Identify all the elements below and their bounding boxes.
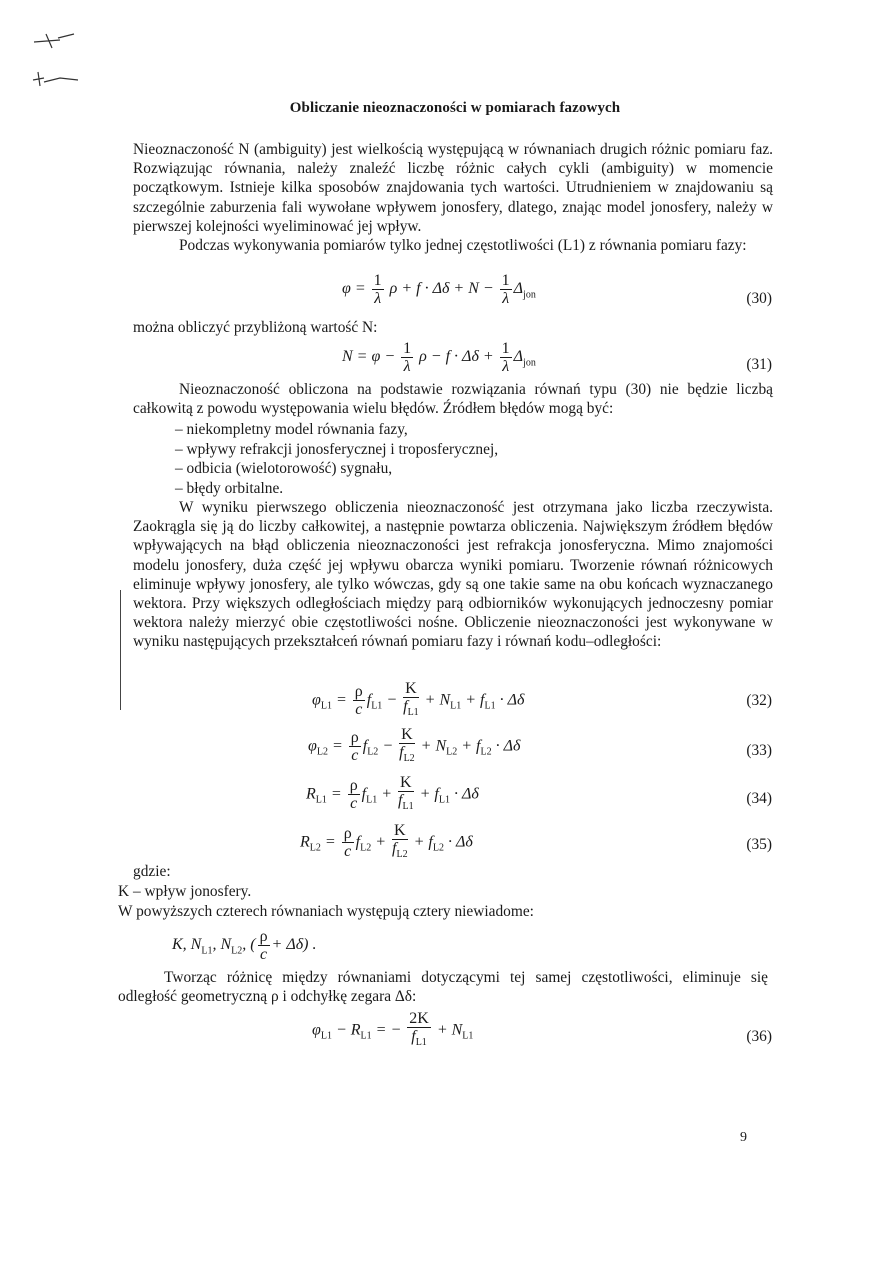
page-title: Obliczanie nieoznaczoności w pomiarach fazowych [289,100,621,116]
equation-number-35: (35) [746,836,772,853]
list-item: – błędy orbitalne. [175,479,284,497]
eq31-fraction-1: $\frac{1}{\lambda}$ [403,340,412,375]
equation-number-34: (34) [746,790,772,807]
equation-35: $R_{L2}$ = $\frac{\rho}{c}$ $f_{L2}$ + $\frac{K}{f_{L2}}$ + $f_{L2} \cdot \Delta\delta$ [300,822,473,861]
label-gdzie: gdzie: [133,863,171,880]
equation-number-33: (33) [746,742,772,759]
eq30-delta: Δ [513,280,524,298]
list-item: – niekompletny model równania fazy, [175,421,408,438]
definition-k: K – wpływ jonosfery. [118,883,252,900]
eq30-middle: ρ + f · Δδ + N − [389,280,494,298]
paragraph-errors-intro: Nieoznaczoność obliczona na podstawie rozwiązania równań typu (30) nie będzie liczbą całkowitą z powodu występowania wielu błędów. Źródłem błędów mogą być: [133,381,773,418]
equation-number-31: (31) [746,356,772,373]
equation-33: $\varphi_{L2}$ = $\frac{\rho}{c}$ $f_{L2}$ − $\frac{K}{f_{L2}}$ + $N_{L2} + f_{L2} \cdot \Delta\delta$ [308,726,521,765]
paragraph-unknowns: W powyższych czterech równaniach występują cztery niewiadome: [118,903,534,920]
equation-30 [342,272,536,307]
equation-number-32: (32) [746,692,772,709]
eq30-lhs: φ = [342,280,366,298]
paragraph-intro: Nieoznaczoność N (ambiguity) jest wielkością występującą w równaniach drugich różnic pomiaru faz. Rozwiązując równania, należy znaleźć liczbę różnic całych cykli (ambiguity) w momencie początkowym. Istnieje kilka sposobów znajdowania tych wartości. Utrudnieniem w znajdowaniu są szczególnie zaburzenia fali wywołane wpływem jonosfery, dlatego, znając model jonosfery, należy w pierwszej kolejności wyeliminować jej wpływ. [133,141,773,235]
equation-31 [342,340,536,375]
eq31-sub-jon: jon [523,357,536,369]
list-item: – odbicia (wielotorowość) sygnału, [175,460,393,478]
equation-number-36: (36) [746,1028,772,1045]
eq30-fraction-2: $\frac{1}{\lambda}$ [501,272,510,307]
unknowns-expression: K, $N_{L1}$, $N_{L2}$, ( $\frac{\rho}{c}$ + Δδ) . [172,928,317,963]
scan-scribble-mark [30,28,100,98]
eq31-fraction-2: $\frac{1}{\lambda}$ [501,340,510,375]
list-item: – wpływy refrakcji jonosferycznej i troposferycznej, [175,440,499,458]
eq31-delta: Δ [513,348,524,366]
equation-34: $R_{L1}$ = $\frac{\rho}{c}$ $f_{L1}$ + $\frac{K}{f_{L1}}$ + $f_{L1} \cdot \Delta\delta$ [306,774,479,813]
margin-bracket-mark [120,590,121,710]
error-sources-list [175,420,498,498]
equation-36: $\varphi_{L1} - R_{L1}$ = − $\frac{2K}{f_{L1}}$ + $N_{L1}$ [312,1010,474,1049]
eq31-middle: ρ − f · Δδ + [419,348,494,366]
paragraph-real-number: W wyniku pierwszego obliczenia nieoznaczoność jest otrzymana jako liczba rzeczywista. Zaokrągla się ją do liczby całkowitej, a następnie powtarza obliczenia. Największym źródłem błędów wpływających na błąd obliczenia nieoznaczoności jest refrakcja jonosferyczna. Mimo znajomości modelu jonosfery, duża część jej wpływu obarcza wyniki pomiaru. Tworzenie równań różnicowych eliminuje wpływy jonosfery, ale tylko wówczas, gdy są one takie same na obu końcach wyznaczanego wektora. Przy większych odległościach między parą odbiorników wykonujących jednoczesny pomiar wektora należy mierzyć obie częstotliwości nośne. Obliczenie nieoznaczoności jest wykonywane w wyniku następujących przekształceń równań pomiaru fazy i równań kodu–odległości: [133,499,773,651]
eq30-sub-jon: jon [523,289,536,301]
paragraph-difference: Tworząc różnicę między równaniami dotyczącymi tej samej częstotliwości, eliminuje się odległość geometryczną ρ i odchyłkę zegara Δδ: [118,969,768,1006]
page-number: 9 [740,1130,747,1145]
paragraph-single-frequency: Podczas wykonywania pomiarów tylko jednej częstotliwości (L1) z równania pomiaru fazy: [179,237,747,254]
equation-number-30: (30) [746,290,772,307]
paragraph-approximate-n: można obliczyć przybliżoną wartość N: [133,319,378,336]
equation-32: $\varphi_{L1}$ = $\frac{\rho}{c}$ $f_{L1}$ − $\frac{K}{f_{L1}}$ + $N_{L1} + f_{L1} \cdot \Delta\delta$ [312,680,525,719]
eq31-lhs: N = φ − [342,348,396,366]
eq30-fraction-1: $\frac{1}{\lambda}$ [373,272,382,307]
